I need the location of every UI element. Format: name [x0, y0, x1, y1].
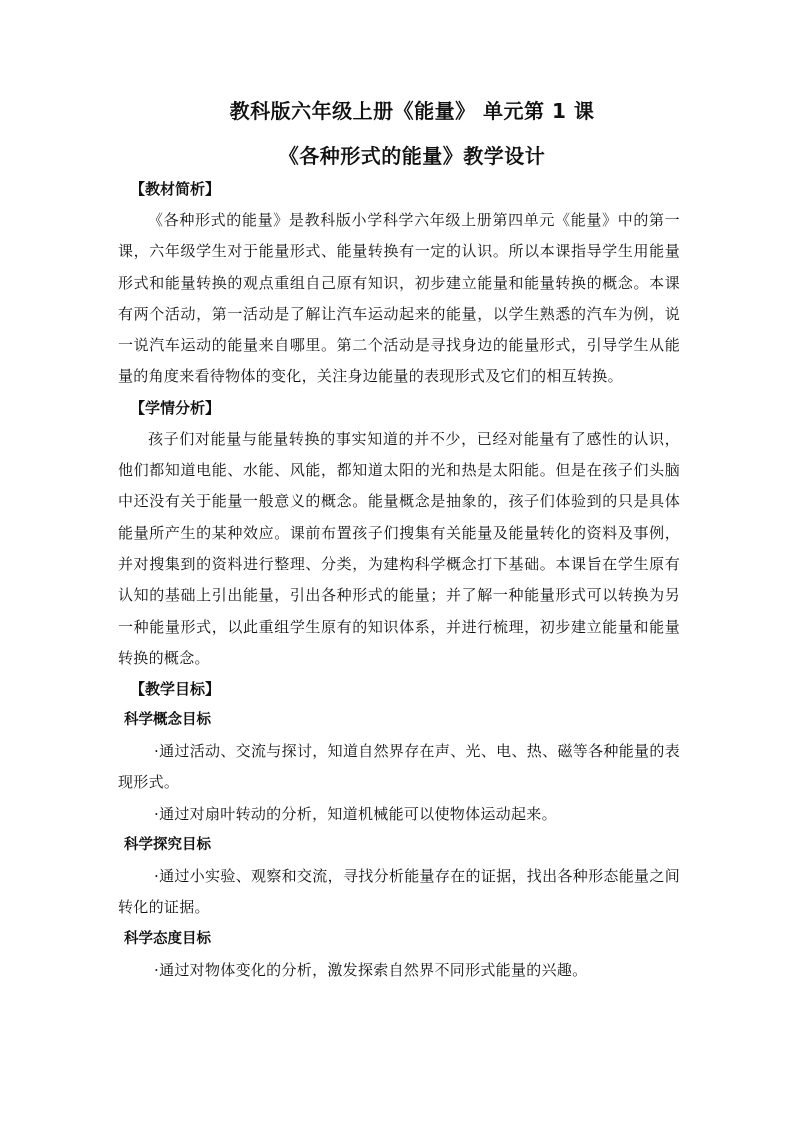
document-title-line2: 《各种形式的能量》教学设计 [278, 144, 546, 168]
goal-bullet-concept-1: ·通过活动、交流与探讨，知道自然界存在声、光、电、热、磁等各种能量的表现形式。 [118, 742, 680, 792]
section-heading-goals: 【教学目标】 [130, 680, 221, 699]
paragraph-students: 孩子们对能量与能量转换的事实知道的并不少，已经对能量有了感性的认识，他们都知道电能、水能、风能，都知道太阳的光和热是太阳能。但是在孩子们头脑中还没有关于能量一般意义的概念。能量概念是抽象的，孩子们体验到的只是具体能量所产生的某种效应。课前布置孩子们搜集有关能量及能量转化的资料及事例，并对搜集到的资料进行整理、分类，为建构科学概念打下基础。本课旨在学生原有认知的基础上引出能量，引出各种形式的能量；并了解一种能量形式可以转换为另一种能量形式，以此重组学生原有的知识体系，并进行梳理，初步建立能量和能量转换的概念。 [118, 429, 680, 667]
section-material [118, 174, 680, 393]
goal-bullet-attitude-1: ·通过对物体变化的分析，激发探索自然界不同形式能量的兴趣。 [154, 960, 588, 979]
section-heading-students: 【学情分析】 [130, 398, 221, 417]
subheading-attitude-goal: 科学态度目标 [124, 930, 211, 947]
document-title-line1: 教科版六年级上册《能量》 单元第 1 课 [229, 99, 595, 123]
section-students [118, 393, 680, 674]
section-heading-material: 【教材简析】 [130, 180, 221, 198]
subheading-inquiry-goal: 科学探究目标 [124, 837, 211, 854]
goal-bullet-concept-2: ·通过对扇叶转动的分析，知道机械能可以使物体运动起来。 [154, 804, 557, 823]
subheading-concept-goal: 科学概念目标 [124, 712, 211, 729]
paragraph-material: 《各种形式的能量》是教科版小学科学六年级上册第四单元《能量》中的第一课，六年级学生对于能量形式、能量转换有一定的认识。所以本课指导学生用能量形式和能量转换的观点重组自己原有知识，初步建立能量和能量转换的概念。本课有两个活动，第一活动是了解让汽车运动起来的能量，以学生熟悉的汽车为例，说一说汽车运动的能量来自哪里。第二个活动是寻找身边的能量形式，引导学生从能量的角度来看待物体的变化，关注身边能量的表现形式及它们的相互转换。 [118, 211, 680, 386]
section-goals [118, 674, 680, 986]
document-body [118, 174, 680, 986]
goal-bullet-inquiry-1: ·通过小实验、观察和交流，寻找分析能量存在的证据，找出各种形态能量之间转化的证据。 [118, 867, 680, 917]
